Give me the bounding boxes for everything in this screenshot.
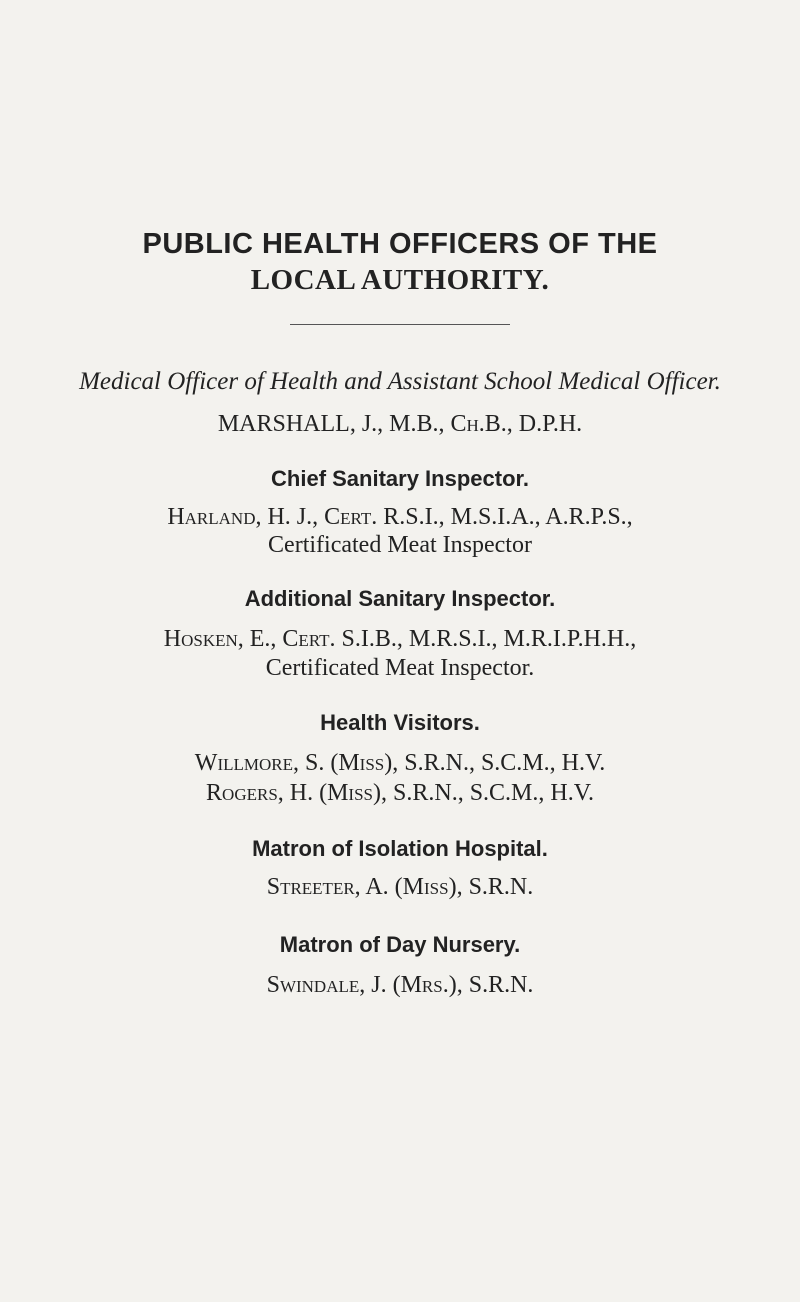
section-heading-isolation-hospital: Matron of Isolation Hospital. [252,836,548,861]
entry-harland [0,504,800,531]
entry-name: Harland, H. J., [167,504,319,530]
title-line-2: LOCAL AUTHORITY. [250,264,550,296]
section-heading-chief-sanitary-inspector: Chief Sanitary Inspector. [271,466,529,491]
entry-streeter [0,874,800,901]
entry-qualifications: M.B., Ch.B., D.P.H. [389,411,583,437]
page-title [0,226,800,298]
entry-name: Rogers, H. (Miss), [206,780,387,806]
entry-name: Streeter, A. (Miss), [266,874,463,900]
section-heading-day-nursery: Matron of Day Nursery. [279,932,521,957]
entry-qualifications: S.R.N., S.C.M., H.V. [393,780,594,806]
entry-hosken [0,626,800,653]
entry-name: Hosken, E., [163,626,277,652]
entry-name: MARSHALL, J., [217,411,384,437]
entry-willmore [0,750,800,777]
section-heading-additional-sanitary-inspector: Additional Sanitary Inspector. [244,586,556,611]
entry-harland-extra: Certificated Meat Inspector [268,532,532,558]
entry-marshall [0,411,800,438]
entry-rogers [0,780,800,807]
section-heading-health-visitors: Health Visitors. [320,710,480,735]
entry-qualifications: S.R.N. [468,972,534,998]
entry-qualifications: Cert. R.S.I., M.S.I.A., A.R.P.S., [324,504,633,530]
entry-name: Willmore, S. (Miss), [194,750,399,776]
entry-swindale [0,972,800,999]
entry-hosken-extra: Certificated Meat Inspector. [265,655,535,681]
divider-rule [290,324,510,325]
entry-qualifications: S.R.N. [468,874,534,900]
section-heading-medical-officer: Medical Officer of Health and Assistant School Medical Officer. [79,368,721,395]
entry-name: Swindale, J. (Mrs.), [266,972,463,998]
entry-qualifications: Cert. S.I.B., M.R.S.I., M.R.I.P.H.H., [282,626,637,652]
title-line-1: PUBLIC HEALTH OFFICERS OF THE [142,228,658,260]
entry-qualifications: S.R.N., S.C.M., H.V. [404,750,606,776]
